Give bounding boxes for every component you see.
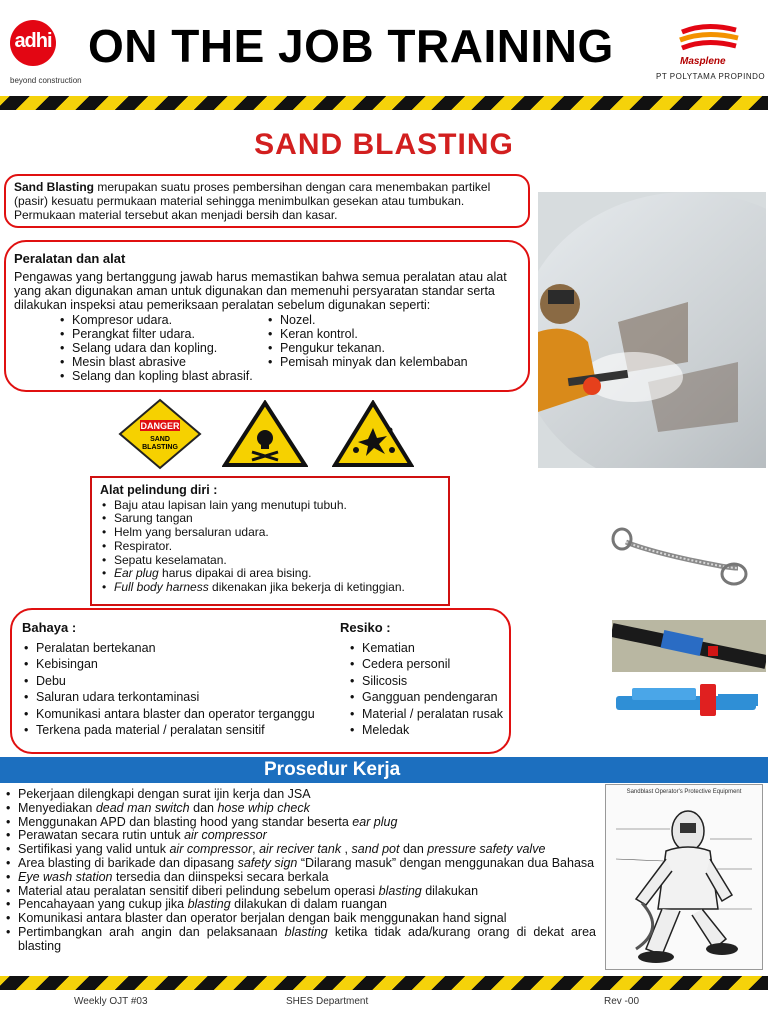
term: sand pot — [351, 842, 400, 857]
hazard-stripe-top — [0, 96, 768, 110]
list-item: • Kebisingan — [22, 656, 342, 672]
ppe-box — [90, 476, 450, 606]
danger-sign-top: DANGER — [140, 421, 180, 431]
term: pressure safety valve — [427, 842, 546, 857]
term: safety sign — [237, 855, 298, 870]
list-item — [4, 829, 596, 843]
term: air compressor — [184, 828, 267, 843]
list-item: • Respirator. — [100, 540, 440, 554]
hazard-heading: Bahaya : — [22, 620, 77, 635]
text: Menyediakan — [18, 800, 96, 815]
danger-sign-line2: BLASTING — [142, 444, 178, 451]
intro-text: merupakan suatu proses pembersihan dengan cara menembakan partikel (pasir) kesuatu permukaan material sehingga menimbulkan gesekan atau tumbukan. Permukaan material tersebut akan menjadi bersih dan kasar. — [14, 180, 491, 222]
text: dilakukan di dalam ruangan — [230, 897, 388, 912]
text: , — [341, 842, 352, 857]
risk-list — [348, 640, 508, 738]
list-item: • Terkena pada material / peralatan sensitif — [22, 722, 342, 738]
term: air compressor — [169, 842, 253, 857]
list-item: • Pemisah minyak dan kelembaban — [266, 355, 526, 369]
list-item: • Pekerjaan dilengkapi dengan surat ijin kerja dan JSA — [4, 788, 596, 802]
intro-box — [4, 174, 530, 228]
text: dilakukan — [421, 883, 479, 898]
text: Pencahayaan yang cukup jika — [18, 897, 188, 912]
list-item: • Sepatu keselamatan. — [100, 554, 440, 568]
sandblasting-photo — [538, 192, 766, 468]
procedure-bar — [0, 757, 768, 783]
procedure-heading: Prosedur Kerja — [264, 759, 401, 780]
list-item: • Debu — [22, 673, 342, 689]
text: Perawatan secara rutin untuk — [18, 828, 185, 843]
footer-revision: Rev -00 — [604, 996, 640, 1007]
list-item: • Selang udara dan kopling. — [58, 341, 268, 355]
ppe-heading: Alat pelindung diri : — [100, 483, 218, 497]
text: Menggunakan APD dan blasting hood yang standar beserta — [18, 814, 353, 829]
footer-weekly: Weekly OJT #03 — [74, 996, 148, 1007]
equipment-list-right — [266, 313, 526, 369]
equipment-text: Pengawas yang bertanggung jawab harus memastikan bahwa semua peralatan atau alat yang akan digunakan aman untuk digunakan dan memenuhi persyaratan standar serta dilakukan inspeksi atau pemeriksaan peralatan sebelum digunakan seperti: — [14, 270, 507, 312]
list-item: • Kompresor udara. — [58, 313, 268, 327]
page-title: ON THE JOB TRAINING — [88, 20, 614, 72]
list-item — [4, 871, 596, 885]
adhi-tagline: beyond construction — [10, 76, 82, 85]
term: blasting — [187, 897, 231, 912]
term: hose whip check — [217, 800, 310, 815]
adhi-logo — [10, 20, 56, 66]
list-item: • Kematian — [348, 640, 508, 656]
list-item — [4, 857, 596, 871]
text: “Dilarang masuk” dengan menggunakan dua Bahasa — [297, 855, 595, 870]
blast-hose-photo — [612, 620, 766, 672]
figure-title: Sandblast Operator's Protective Equipment — [626, 789, 742, 795]
list-item — [100, 581, 440, 595]
list-item — [4, 926, 596, 954]
hazard-risk-box — [10, 608, 511, 754]
text: Pertimbangkan arah angin dan pelaksanaan — [18, 924, 285, 939]
list-item: • Komunikasi antara blaster dan operator terganggu — [22, 706, 342, 722]
explosive-hazard-icon — [332, 400, 414, 468]
term: Eye wash station — [18, 869, 113, 884]
list-item: • Sarung tangan — [100, 512, 440, 526]
list-item: • Peralatan bertekanan — [22, 640, 342, 656]
text: ketika tidak ada/kurang orang di dekat area blasting — [18, 924, 596, 953]
masplene-name: Masplene — [680, 56, 726, 67]
ear-plug-term: Ear plug — [114, 566, 159, 581]
list-item: • Meledak — [348, 722, 508, 738]
list-item: • Silicosis — [348, 673, 508, 689]
protective-equipment-figure — [605, 784, 763, 970]
list-item: • Helm yang bersaluran udara. — [100, 526, 440, 540]
list-item: • Keran kontrol. — [266, 327, 526, 341]
term: blasting — [284, 924, 328, 939]
harness-term: Full body harness — [114, 579, 209, 594]
ear-plug-text: harus dipakai di area bising. — [158, 566, 312, 581]
dead-man-switch-photo — [612, 680, 766, 722]
text: dan — [189, 800, 218, 815]
text: dan — [399, 842, 428, 857]
text: , — [252, 842, 260, 857]
list-item: • Komunikasi antara blaster dan operator berjalan dengan baik menggunakan hand signal — [4, 912, 596, 926]
text: Material atau peralatan sensitif diberi pelindung sebelum operasi — [18, 883, 379, 898]
toxic-hazard-icon — [222, 400, 308, 468]
ppe-list — [100, 499, 440, 595]
term: dead man switch — [95, 800, 190, 815]
list-item: • Mesin blast abrasive — [58, 355, 268, 369]
danger-sign — [118, 398, 202, 470]
list-item: • Baju atau lapisan lain yang menutupi tubuh. — [100, 499, 440, 513]
hazard-list — [22, 640, 342, 738]
text: Area blasting di barikade dan dipasang — [18, 855, 238, 870]
text: Sertifikasi yang valid untuk — [18, 842, 170, 857]
risk-heading: Resiko : — [340, 620, 391, 635]
procedure-list — [4, 788, 596, 954]
list-item — [4, 843, 596, 857]
list-item — [4, 885, 596, 899]
term: ear plug — [352, 814, 398, 829]
equipment-box — [4, 240, 530, 392]
list-item: • Material / peralatan rusak — [348, 706, 508, 722]
list-item — [4, 816, 596, 830]
list-item — [100, 567, 440, 581]
list-item — [4, 898, 596, 912]
equipment-list-left — [58, 313, 268, 383]
term: blasting — [378, 883, 422, 898]
term: air reciver tank — [259, 842, 342, 857]
list-item: • Perangkat filter udara. — [58, 327, 268, 341]
list-item: • Nozel. — [266, 313, 526, 327]
harness-text: dikenakan jika bekerja di ketinggian. — [208, 579, 405, 594]
list-item: • Cedera personil — [348, 656, 508, 672]
list-item: • Selang dan kopling blast abrasif. — [58, 369, 268, 383]
whip-check-photo — [610, 512, 756, 592]
list-item: • Gangguan pendengaran — [348, 689, 508, 705]
suit-illustration — [606, 799, 762, 969]
adhi-logo-text: adhi — [14, 30, 52, 52]
footer-department: SHES Department — [286, 996, 369, 1007]
equipment-heading: Peralatan dan alat — [14, 251, 126, 266]
text: tersedia dan diinspeksi secara berkala — [112, 869, 329, 884]
hazard-stripe-bottom — [0, 976, 768, 990]
list-item: • Saluran udara terkontaminasi — [22, 689, 342, 705]
topic-title: SAND BLASTING — [254, 128, 514, 161]
list-item: • Pengukur tekanan. — [266, 341, 526, 355]
list-item — [4, 802, 596, 816]
intro-term: Sand Blasting — [14, 180, 95, 194]
company-name: PT POLYTAMA PROPINDO — [656, 72, 766, 81]
danger-sign-line1: SAND — [150, 436, 170, 443]
